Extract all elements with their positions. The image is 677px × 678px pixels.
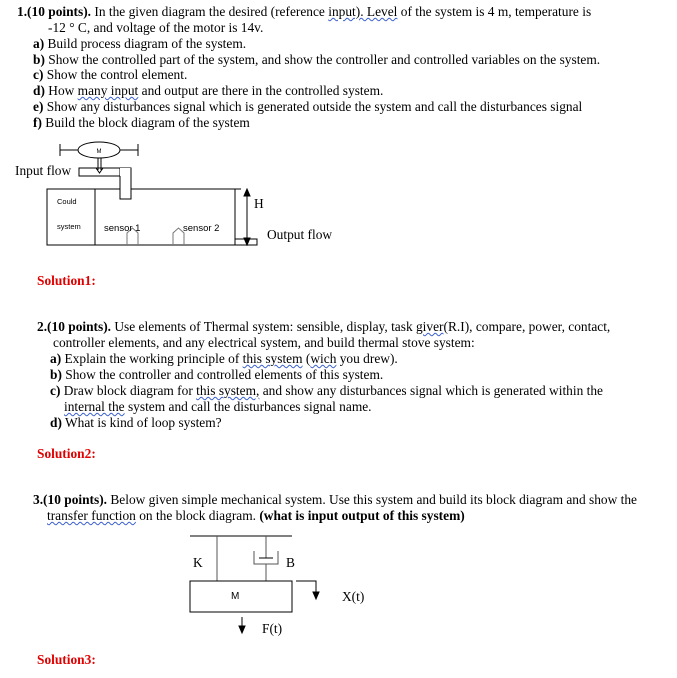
input-flow-label: Input flow — [15, 163, 72, 178]
q2-item-d — [50, 415, 222, 431]
spellcheck-word: this system, — [196, 383, 260, 398]
q2-item-b — [50, 367, 383, 383]
mass-spring-damper-diagram — [190, 536, 319, 633]
item-label: d) — [50, 415, 62, 430]
q2-item-a — [50, 351, 398, 367]
sensor1-label: sensor 1 — [104, 223, 141, 234]
force-label: F(t) — [262, 621, 283, 636]
height-label: H — [254, 196, 264, 211]
displacement-arrow-head — [313, 592, 319, 599]
damper-label: B — [286, 555, 295, 570]
spellcheck-word: giver — [415, 319, 444, 334]
q2-text: (R.I), compare, power, contact, — [443, 319, 611, 334]
solution2-heading: Solution2: — [37, 446, 96, 461]
item-label: c) — [50, 383, 61, 398]
item-label: c) — [33, 67, 44, 82]
motor-arrow-head — [96, 168, 103, 173]
q3-line1 — [33, 492, 637, 508]
solution3-heading: Solution3: — [37, 652, 96, 667]
mass-label: M — [231, 591, 240, 602]
solution1-heading: Solution1: — [37, 273, 96, 288]
item-text: Show any disturbances signal which is generated outside the system and call the disturbances signal — [43, 99, 583, 114]
item-label: d) — [33, 83, 45, 98]
output-flow-label: Output flow — [267, 227, 333, 242]
force-arrow-head — [239, 626, 245, 633]
item-label: a) — [33, 36, 45, 51]
item-text: and show any disturbances signal which is generated within the — [259, 383, 603, 398]
item-text: Show the controlled part of the system, and show the controller and controlled variables on the system. — [44, 52, 601, 67]
q3-line2 — [47, 508, 465, 524]
q3-text-bold: (what is input output of this system) — [259, 508, 465, 523]
q2-item-c-line2 — [64, 399, 372, 415]
q1-number: 1.(10 points). — [17, 4, 92, 19]
q2-text: Use elements of Thermal system: sensible, display, task — [111, 319, 416, 334]
mass-block — [190, 581, 292, 612]
item-text: What is kind of loop system? — [61, 415, 222, 430]
item-label: a) — [50, 351, 62, 366]
q3-text: Below given simple mechanical system. Use this system and build its block diagram and show the — [107, 492, 637, 507]
spellcheck-word: input). Level — [328, 4, 398, 19]
item-text: Explain the working principle of — [61, 351, 243, 366]
item-text: Draw block diagram for — [60, 383, 197, 398]
q2-item-c — [50, 383, 603, 399]
sensor2-label: sensor 2 — [183, 223, 220, 234]
motor-label: M — [96, 149, 102, 155]
item-text: and output are there in the controlled system. — [138, 83, 384, 98]
spring-label: K — [193, 555, 203, 570]
q2-line2: controller elements, and any electrical system, and build thermal stove system: — [53, 335, 475, 350]
item-text: system and call the disturbances signal name. — [124, 399, 372, 414]
item-label: e) — [33, 99, 44, 114]
item-text: Show the controller and controlled elements of this system. — [61, 367, 384, 382]
spellcheck-word: internal the — [64, 399, 125, 414]
item-text: ( — [302, 351, 311, 366]
item-label: f) — [33, 115, 42, 130]
q1-text: of the system is 4 m, temperature is — [397, 4, 592, 19]
item-text: Build the block diagram of the system — [41, 115, 250, 130]
spellcheck-word: wich — [310, 351, 337, 366]
item-text: you drew). — [336, 351, 398, 366]
spellcheck-word: this system — [242, 351, 303, 366]
q2-number: 2.(10 points). — [37, 319, 112, 334]
spellcheck-word: many input — [77, 83, 139, 98]
q2-line1 — [37, 319, 610, 335]
could-label: Could — [57, 197, 77, 206]
system-label: system — [57, 222, 81, 231]
item-text: How — [44, 83, 78, 98]
item-label: b) — [50, 367, 62, 382]
q3-number: 3.(10 points). — [33, 492, 108, 507]
q1-text: In the given diagram the desired (reference — [91, 4, 329, 19]
item-label: b) — [33, 52, 45, 67]
spellcheck-word: transfer function — [47, 508, 136, 523]
q3-text: on the block diagram. — [135, 508, 260, 523]
item-text: Build process diagram of the system. — [44, 36, 247, 51]
item-text: Show the control element. — [43, 67, 188, 82]
output-label: X(t) — [342, 589, 365, 604]
q1-line2: -12 ° C, and voltage of the motor is 14v. — [48, 20, 264, 35]
